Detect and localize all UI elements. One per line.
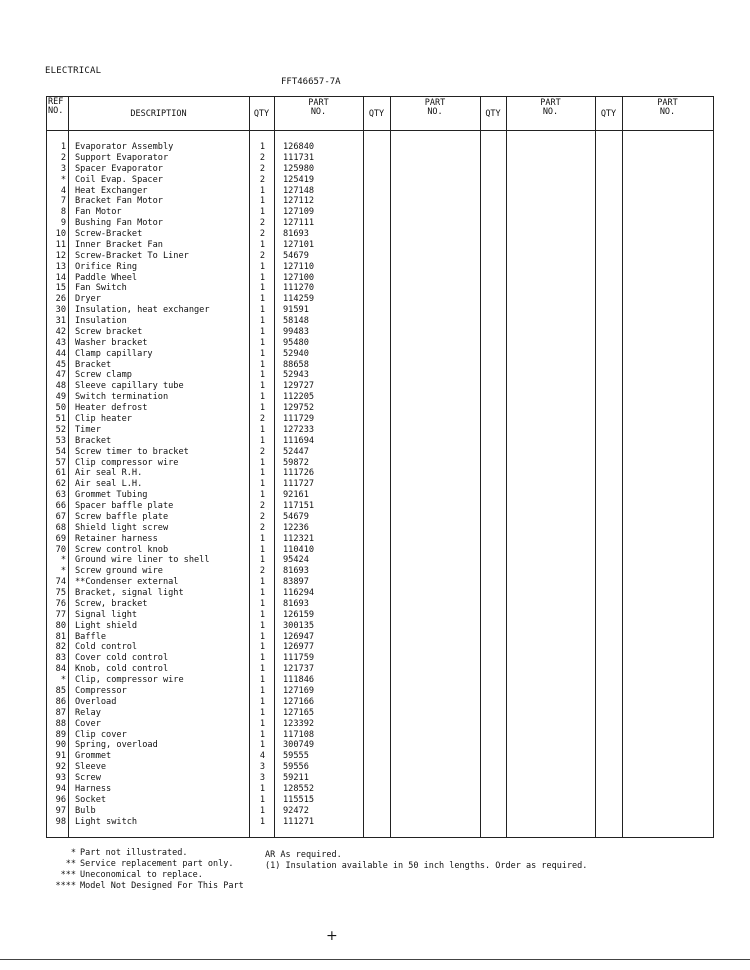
part-number-cell: 127148: [283, 185, 315, 196]
header-part: PART NO.: [657, 98, 678, 117]
qty-cell: 3: [259, 762, 265, 773]
qty-cell: 1: [259, 729, 265, 740]
qty-cell: 1: [259, 359, 265, 370]
description-cell: Timer: [75, 424, 101, 435]
part-number-cell: 59872: [283, 457, 309, 468]
description-cell: Compressor: [75, 686, 127, 696]
part-number-cell: 59555: [283, 751, 309, 762]
footnote: [40, 881, 244, 892]
qty-cell: 1: [259, 740, 265, 751]
qty-cell: 1: [259, 686, 265, 696]
part-number-cell: 117108: [283, 729, 315, 740]
part-number-cell: 111729: [283, 414, 315, 424]
footnote: [40, 870, 244, 881]
part-number-cell: 129752: [283, 403, 315, 414]
qty-cell: 1: [259, 544, 265, 555]
description-cell: Overload: [75, 696, 117, 707]
qty-cell: 1: [259, 620, 265, 631]
part-number-cell: 121737: [283, 664, 315, 675]
header-part: PART NO.: [540, 98, 561, 117]
qty-cell: 1: [259, 348, 265, 359]
ref-cell: 70: [55, 544, 66, 555]
description-cell: Spacer baffle plate: [75, 501, 174, 512]
model-number: FFT46657-7A: [281, 77, 341, 87]
qty-cell: 2: [259, 218, 265, 229]
description-cell: Knob, cold control: [75, 664, 169, 675]
ref-cell: *: [60, 555, 66, 566]
ref-cell: 12: [55, 250, 66, 261]
description-cell: Fan Switch: [75, 283, 127, 294]
ref-cell: 31: [55, 316, 66, 327]
ref-cell: 63: [55, 490, 66, 501]
ref-cell: 84: [55, 664, 66, 675]
description-cell: Screw bracket: [75, 326, 143, 337]
part-number-cell: 127169: [283, 686, 315, 696]
description-cell: Bulb: [75, 805, 96, 816]
ref-cell: 82: [55, 642, 66, 653]
ref-cell: 14: [55, 272, 66, 283]
part-number-cell: 117151: [283, 501, 315, 512]
qty-cell: 2: [259, 152, 265, 163]
part-number-cell: 92161: [283, 490, 309, 501]
description-cell: Bushing Fan Motor: [75, 218, 163, 229]
description-cell: Clip cover: [75, 729, 127, 740]
qty-cell: 1: [259, 533, 265, 544]
ref-cell: 83: [55, 653, 66, 664]
part-number-cell: 52447: [283, 446, 309, 457]
description-cell: **Condenser external: [75, 577, 179, 588]
part-number-cell: 91591: [283, 305, 309, 316]
description-cell: Bracket, signal light: [75, 588, 184, 599]
ref-cell: 11: [55, 239, 66, 250]
description-cell: Light switch: [75, 816, 138, 827]
qty-cell: 1: [259, 718, 265, 729]
qty-cell: 2: [259, 250, 265, 261]
description-cell: Grommet: [75, 751, 112, 762]
part-number-cell: 115515: [283, 794, 315, 805]
part-number-cell: 127100: [283, 272, 315, 283]
description-cell: Screw ground wire: [75, 566, 163, 577]
description-cell: Orifice Ring: [75, 261, 138, 272]
qty-cell: 1: [259, 468, 265, 479]
qty-cell: 2: [259, 566, 265, 577]
ref-cell: 61: [55, 468, 66, 479]
part-number-cell: 58148: [283, 316, 309, 327]
description-cell: Spacer Evaporator: [75, 163, 163, 174]
qty-cell: 1: [259, 816, 265, 827]
part-number-cell: 81693: [283, 229, 309, 240]
header-qty: QTY: [600, 109, 617, 119]
qty-cell: 2: [259, 446, 265, 457]
ref-cell: 69: [55, 533, 66, 544]
description-cell: Insulation: [75, 316, 127, 327]
description-cell: Shield light screw: [75, 522, 169, 533]
footnote-insulation: (1) Insulation available in 50 inch lengths. Order as required.: [265, 861, 588, 871]
parts-table: [46, 96, 714, 838]
ref-cell: 67: [55, 511, 66, 522]
description-cell: Heat Exchanger: [75, 185, 148, 196]
ref-cell: *: [60, 675, 66, 686]
description-cell: Screw timer to bracket: [75, 446, 189, 457]
ref-cell: 10: [55, 229, 66, 240]
footnotes-right: [265, 850, 587, 872]
part-number-cell: 110410: [283, 544, 315, 555]
qty-cell: 1: [259, 577, 265, 588]
qty-cell: 1: [259, 294, 265, 305]
part-number-cell: 88658: [283, 359, 309, 370]
description-cell: Evaporator Assembly: [75, 142, 174, 152]
part-number-cell: 300749: [283, 740, 315, 751]
description-cell: Screw, bracket: [75, 598, 148, 609]
ref-cell: 43: [55, 337, 66, 348]
qty-cell: 2: [259, 501, 265, 512]
description-cell: Air seal L.H.: [75, 479, 143, 490]
qty-cell: 3: [259, 773, 265, 784]
footnote-mark: **: [65, 859, 76, 869]
part-number-cell: 111731: [283, 152, 315, 163]
header-qty: QTY: [368, 109, 385, 119]
ref-cell: *: [60, 174, 66, 185]
description-cell: Light shield: [75, 620, 138, 631]
part-number-cell: 99483: [283, 326, 309, 337]
footnote: [40, 848, 244, 859]
description-cell: Switch termination: [75, 392, 169, 403]
description-cell: Screw control knob: [75, 544, 169, 555]
ref-cell: 97: [55, 805, 66, 816]
part-number-cell: 112321: [283, 533, 315, 544]
part-number-cell: 95424: [283, 555, 309, 566]
ref-cell: 88: [55, 718, 66, 729]
ref-cell: 49: [55, 392, 66, 403]
qty-cell: 1: [259, 794, 265, 805]
part-number-cell: 81693: [283, 598, 309, 609]
part-number-cell: 127111: [283, 218, 315, 229]
qty-cell: 1: [259, 326, 265, 337]
ref-cell: 44: [55, 348, 66, 359]
ref-cell: 1: [60, 142, 66, 152]
ref-cell: 30: [55, 305, 66, 316]
ref-cell: 98: [55, 816, 66, 827]
ref-cell: 26: [55, 294, 66, 305]
qty-cell: 1: [259, 305, 265, 316]
qty-cell: 1: [259, 609, 265, 620]
qty-cell: 1: [259, 653, 265, 664]
qty-cell: 2: [259, 163, 265, 174]
description-cell: Retainer harness: [75, 533, 158, 544]
description-cell: Bracket Fan Motor: [75, 196, 163, 207]
header-qty: QTY: [485, 109, 501, 119]
part-number-cell: 126840: [283, 142, 315, 152]
ref-cell: 9: [60, 218, 66, 229]
qty-cell: 1: [259, 675, 265, 686]
header-part: PART NO.: [308, 98, 329, 117]
description-cell: Support Evaporator: [75, 152, 169, 163]
qty-cell: 1: [259, 783, 265, 794]
description-cell: Bracket: [75, 359, 112, 370]
description-cell: Sleeve capillary tube: [75, 381, 184, 392]
ref-cell: 2: [60, 152, 66, 163]
part-number-cell: 54679: [283, 511, 309, 522]
part-number-cell: 126159: [283, 609, 315, 620]
ref-cell: 81: [55, 631, 66, 642]
description-cell: Washer bracket: [75, 337, 148, 348]
part-number-cell: 111727: [283, 479, 315, 490]
qty-cell: 1: [259, 664, 265, 675]
qty-cell: 2: [259, 174, 265, 185]
part-number-cell: 128552: [283, 783, 315, 794]
qty-cell: 2: [259, 414, 265, 424]
qty-cell: 1: [259, 631, 265, 642]
ref-cell: 89: [55, 729, 66, 740]
part-number-cell: 125980: [283, 163, 315, 174]
header-ref: REF NO.: [48, 97, 64, 116]
description-cell: Insulation, heat exchanger: [75, 305, 210, 316]
ref-cell: 3: [60, 163, 66, 174]
part-number-cell: 111694: [283, 435, 315, 446]
qty-cell: 1: [259, 403, 265, 414]
qty-cell: 2: [259, 511, 265, 522]
section-title: ELECTRICAL: [45, 66, 102, 76]
description-cell: Screw-Bracket: [75, 229, 143, 240]
qty-cell: 1: [259, 185, 265, 196]
part-number-cell: 111270: [283, 283, 315, 294]
ref-cell: 76: [55, 598, 66, 609]
ref-cell: 85: [55, 686, 66, 696]
qty-cell: 1: [259, 142, 265, 152]
qty-cell: 1: [259, 316, 265, 327]
description-cell: Clip, compressor wire: [75, 675, 184, 686]
qty-cell: 1: [259, 642, 265, 653]
part-number-cell: 127166: [283, 696, 315, 707]
ref-cell: 54: [55, 446, 66, 457]
part-number-cell: 111271: [283, 816, 315, 827]
qty-cell: 1: [259, 381, 265, 392]
qty-cell: 1: [259, 696, 265, 707]
ref-cell: 96: [55, 794, 66, 805]
footnote-text: Model Not Designed For This Part: [80, 881, 244, 891]
ref-cell: 80: [55, 620, 66, 631]
page-mark: +: [326, 928, 338, 944]
qty-cell: 4: [259, 751, 265, 762]
description-cell: Screw clamp: [75, 370, 132, 381]
part-number-cell: 95480: [283, 337, 309, 348]
ref-cell: 68: [55, 522, 66, 533]
part-number-cell: 12236: [283, 522, 309, 533]
description-cell: Baffle: [75, 631, 107, 642]
ref-cell: 42: [55, 326, 66, 337]
description-cell: Clip heater: [75, 414, 132, 424]
qty-cell: 1: [259, 196, 265, 207]
description-cell: Socket: [75, 794, 107, 805]
part-number-cell: 92472: [283, 805, 309, 816]
qty-cell: 1: [259, 337, 265, 348]
description-cell: Clip compressor wire: [75, 457, 179, 468]
qty-cell: 1: [259, 588, 265, 599]
qty-cell: 1: [259, 283, 265, 294]
description-cell: Air seal R.H.: [75, 468, 143, 479]
part-number-cell: 59556: [283, 762, 309, 773]
qty-cell: 2: [259, 522, 265, 533]
description-cell: Spring, overload: [75, 740, 158, 751]
description-cell: Coil Evap. Spacer: [75, 174, 163, 185]
header-part: PART NO.: [424, 98, 446, 117]
part-number-cell: 111759: [283, 653, 315, 664]
description-cell: Bracket: [75, 435, 112, 446]
ref-cell: 94: [55, 783, 66, 794]
part-number-cell: 127101: [283, 239, 315, 250]
description-cell: Paddle Wheel: [75, 272, 138, 283]
qty-cell: 1: [259, 392, 265, 403]
part-number-cell: 127109: [283, 207, 315, 218]
ref-cell: 13: [55, 261, 66, 272]
ref-cell: 51: [55, 414, 66, 424]
qty-cell: 1: [259, 479, 265, 490]
ref-cell: 15: [55, 283, 66, 294]
description-cell: Screw-Bracket To Liner: [75, 250, 189, 261]
part-number-cell: 125419: [283, 174, 315, 185]
description-cell: Heater defrost: [75, 403, 148, 414]
qty-cell: 1: [259, 272, 265, 283]
description-cell: Dryer: [75, 294, 101, 305]
part-number-cell: 111846: [283, 675, 315, 686]
qty-cell: 1: [259, 598, 265, 609]
qty-cell: 1: [259, 490, 265, 501]
ref-cell: 48: [55, 381, 66, 392]
ref-cell: 90: [55, 740, 66, 751]
footnote: [40, 859, 244, 870]
ref-cell: 8: [60, 207, 66, 218]
description-cell: Clamp capillary: [75, 348, 153, 359]
footnote-text: Part not illustrated.: [80, 848, 188, 858]
qty-cell: 1: [259, 707, 265, 718]
qty-cell: 1: [259, 457, 265, 468]
ref-cell: 66: [55, 501, 66, 512]
description-cell: Cover: [75, 718, 101, 729]
qty-cell: 1: [259, 805, 265, 816]
ref-cell: 91: [55, 751, 66, 762]
part-number-cell: 111726: [283, 468, 315, 479]
description-cell: Cold control: [75, 642, 138, 653]
part-number-cell: 52940: [283, 348, 309, 359]
ref-cell: *: [60, 566, 66, 577]
part-number-cell: 127165: [283, 707, 315, 718]
footnote-text: Service replacement part only.: [80, 859, 234, 869]
ref-cell: 87: [55, 707, 66, 718]
footnotes-left: [40, 848, 244, 892]
description-cell: Relay: [75, 707, 101, 718]
part-number-cell: 127233: [283, 424, 315, 435]
header-qty: QTY: [253, 109, 270, 119]
part-number-cell: 83897: [283, 577, 309, 588]
ref-cell: 50: [55, 403, 66, 414]
footnote-mark: ****: [55, 881, 76, 891]
part-number-cell: 127112: [283, 196, 315, 207]
description-cell: Cover cold control: [75, 653, 169, 664]
ref-cell: 57: [55, 457, 66, 468]
part-number-cell: 52943: [283, 370, 309, 381]
part-number-cell: 126977: [283, 642, 315, 653]
description-cell: Screw: [75, 773, 101, 784]
ref-cell: 45: [55, 359, 66, 370]
footnote-as-required: AR As required.: [265, 850, 342, 860]
description-cell: Signal light: [75, 609, 138, 620]
ref-cell: 7: [60, 196, 66, 207]
qty-cell: 1: [259, 435, 265, 446]
ref-cell: 92: [55, 762, 66, 773]
description-cell: Fan Motor: [75, 207, 122, 218]
description-cell: Screw baffle plate: [75, 511, 169, 522]
description-cell: Harness: [75, 783, 112, 794]
part-number-cell: 127110: [283, 261, 315, 272]
footnote-mark: *: [70, 848, 76, 858]
qty-cell: 1: [259, 207, 265, 218]
part-number-cell: 116294: [283, 588, 315, 599]
page-bottom-rule: [0, 959, 750, 960]
description-cell: Ground wire liner to shell: [75, 555, 210, 566]
qty-cell: 1: [259, 370, 265, 381]
ref-cell: 74: [55, 577, 66, 588]
part-number-cell: 81693: [283, 566, 309, 577]
ref-cell: 53: [55, 435, 66, 446]
part-number-cell: 126947: [283, 631, 315, 642]
part-number-cell: 54679: [283, 250, 309, 261]
part-number-cell: 114259: [283, 294, 315, 305]
description-cell: Sleeve: [75, 762, 107, 773]
ref-cell: 47: [55, 370, 66, 381]
header-description: DESCRIPTION: [130, 109, 187, 119]
ref-cell: 52: [55, 424, 66, 435]
ref-cell: 93: [55, 773, 66, 784]
ref-cell: 86: [55, 696, 66, 707]
qty-cell: 1: [259, 555, 265, 566]
ref-cell: 62: [55, 479, 66, 490]
description-cell: Grommet Tubing: [75, 490, 148, 501]
description-cell: Inner Bracket Fan: [75, 239, 163, 250]
part-number-cell: 300135: [283, 620, 315, 631]
qty-cell: 1: [259, 239, 265, 250]
part-number-cell: 129727: [283, 381, 315, 392]
qty-cell: 2: [259, 229, 265, 240]
qty-cell: 1: [259, 424, 265, 435]
part-number-cell: 112205: [283, 392, 315, 403]
part-number-cell: 59211: [283, 773, 309, 784]
footnote-text: Uneconomical to replace.: [80, 870, 203, 880]
ref-cell: 77: [55, 609, 66, 620]
ref-cell: 75: [55, 588, 66, 599]
footnote-mark: ***: [60, 870, 76, 880]
qty-cell: 1: [259, 261, 265, 272]
part-number-cell: 123392: [283, 718, 315, 729]
ref-cell: 4: [60, 185, 66, 196]
